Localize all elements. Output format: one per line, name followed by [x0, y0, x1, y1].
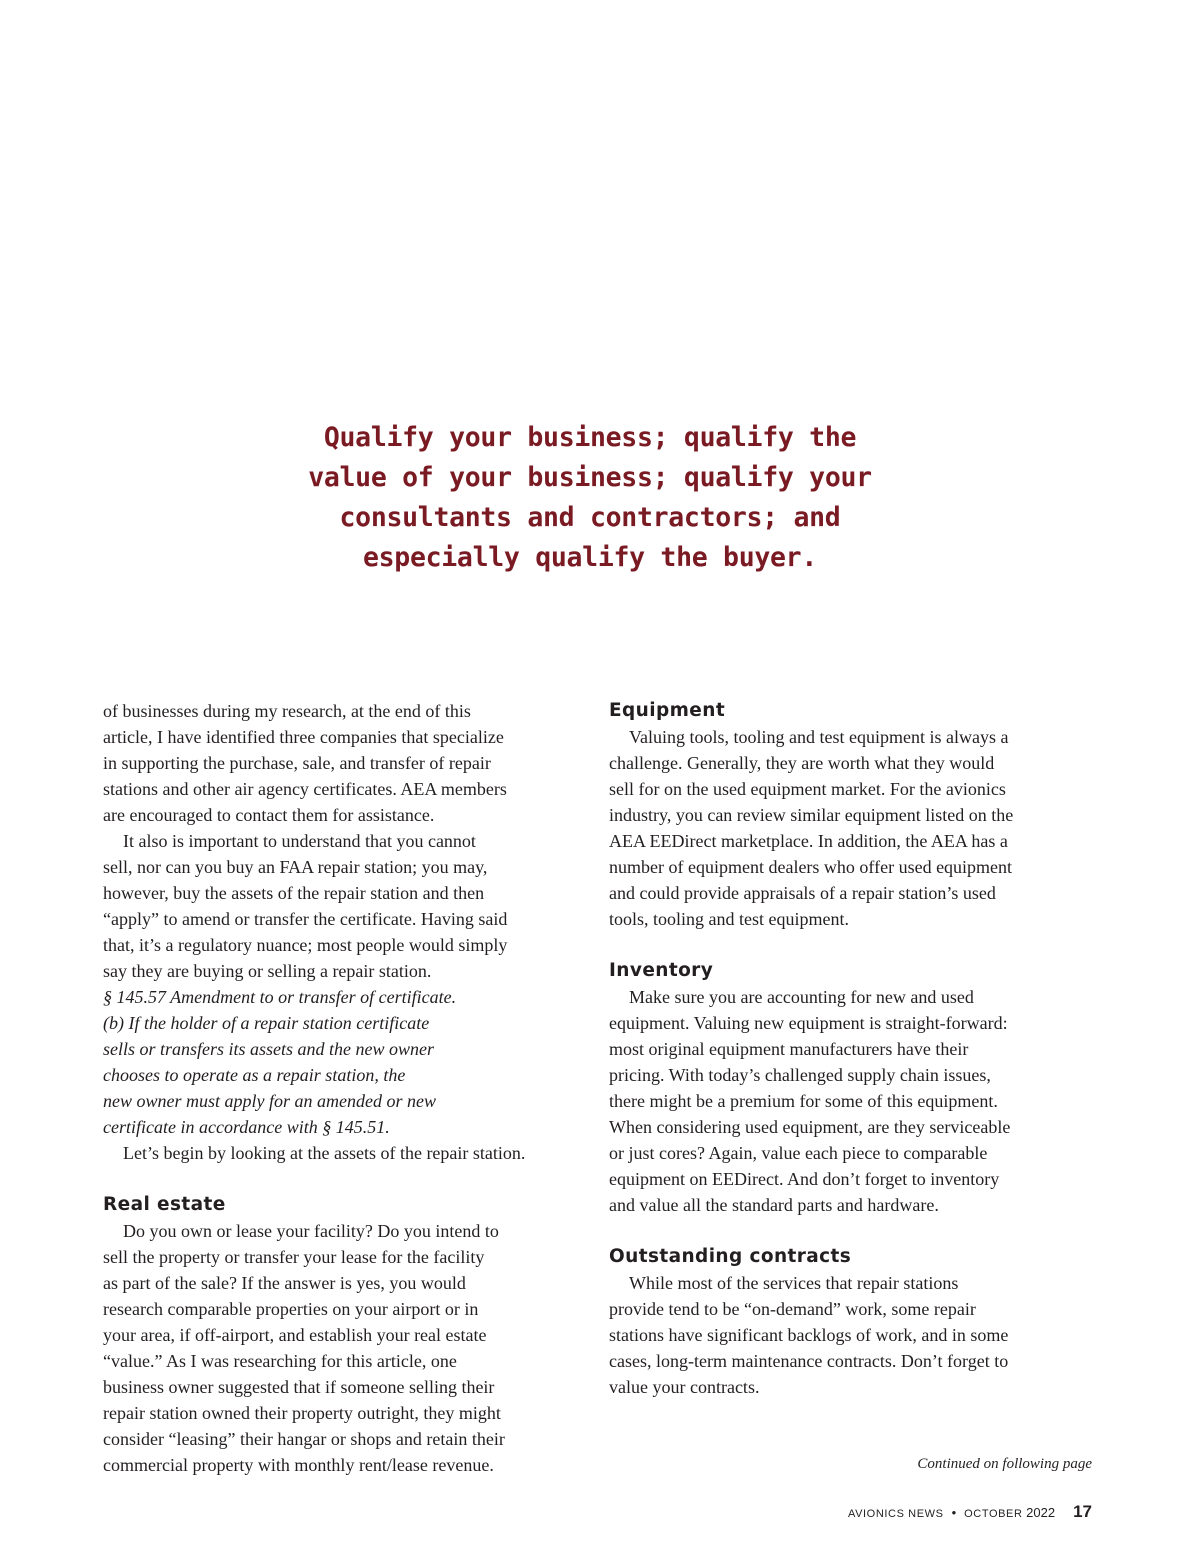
real-estate-heading: Real estate [103, 1194, 226, 1215]
continued-note: Continued on following page [917, 1456, 1092, 1472]
page-footer [848, 1502, 1092, 1522]
text-line: consider “leasing” their hangar or shops and retain their [103, 1429, 505, 1449]
footer-bullet: • [951, 1505, 957, 1520]
text-line: commercial property with monthly rent/lease revenue. [103, 1455, 494, 1475]
text-line: Make sure you are accounting for new and used [629, 987, 974, 1007]
equipment-heading: Equipment [609, 700, 726, 721]
text-line: While most of the services that repair stations [629, 1273, 959, 1293]
text-line: are encouraged to contact them for assistance. [103, 805, 435, 825]
text-line: that, it’s a regulatory nuance; most people would simply [103, 935, 508, 955]
text-line: “apply” to amend or transfer the certificate. Having said [103, 909, 508, 929]
quote-line: sells or transfers its assets and the new owner [103, 1039, 435, 1059]
text-line: challenge. Generally, they are worth what they would [609, 753, 995, 773]
text-line: tools, tooling and test equipment. [609, 909, 849, 929]
text-line: and value all the standard parts and hardware. [609, 1195, 939, 1215]
quote-line: certificate in accordance with § 145.51. [103, 1117, 390, 1137]
text-line: article, I have identified three companies that specialize [103, 727, 504, 747]
quote-line: (b) If the holder of a repair station certificate [103, 1013, 430, 1033]
intro-paragraph [103, 698, 581, 828]
text-line: and could provide appraisals of a repair station’s used [609, 883, 996, 903]
text-line: however, buy the assets of the repair station and then [103, 883, 485, 903]
text-line: pricing. With today’s challenged supply chain issues, [609, 1065, 991, 1085]
text-line: provide tend to be “on-demand” work, some repair [609, 1299, 976, 1319]
text-line: research comparable properties on your airport or in [103, 1299, 479, 1319]
text-line: of businesses during my research, at the end of this [103, 701, 471, 721]
outstanding-contracts-heading: Outstanding contracts [609, 1246, 852, 1267]
pull-quote-line: especially qualify the buyer. [363, 542, 817, 573]
text-line: value your contracts. [609, 1377, 760, 1397]
pull-quote-line: Qualify your business; qualify the [323, 422, 857, 453]
text-line: sell for on the used equipment market. For the avionics [609, 779, 1006, 799]
text-line: most original equipment manufacturers have their [609, 1039, 969, 1059]
quote-line: § 145.57 Amendment to or transfer of certificate. [103, 987, 457, 1007]
contracts-paragraph [609, 1270, 1093, 1400]
regulation-quote [103, 984, 581, 1140]
pull-quote-line: value of your business; qualify your [308, 462, 872, 493]
left-column [103, 698, 581, 1478]
quote-line: chooses to operate as a repair station, the [103, 1065, 406, 1085]
inventory-heading: Inventory [609, 960, 714, 981]
text-line: number of equipment dealers who offer used equipment [609, 857, 1013, 877]
text-line: equipment on EEDirect. And don’t forget to inventory [609, 1169, 1000, 1189]
assets-paragraph: Let’s begin by looking at the assets of the repair station. [123, 1143, 526, 1163]
pull-quote [300, 418, 880, 578]
certificate-paragraph [103, 828, 581, 984]
text-line: stations and other air agency certificates. AEA members [103, 779, 507, 799]
equipment-paragraph [609, 724, 1093, 932]
text-line: in supporting the purchase, sale, and transfer of repair [103, 753, 491, 773]
text-line: there might be a premium for some of this equipment. [609, 1091, 998, 1111]
text-line: “value.” As I was researching for this article, one [103, 1351, 457, 1371]
text-line: It also is important to understand that you cannot [123, 831, 476, 851]
text-line: cases, long-term maintenance contracts. Don’t forget to [609, 1351, 1009, 1371]
quote-line: new owner must apply for an amended or new [103, 1091, 436, 1111]
publication-name: AVIONICS NEWS [847, 1508, 944, 1520]
issue-month: OCTOBER [964, 1508, 1023, 1520]
real-estate-paragraph [103, 1218, 581, 1478]
text-line: sell the property or transfer your lease for the facility [103, 1247, 485, 1267]
inventory-paragraph [609, 984, 1093, 1218]
text-line: sell, nor can you buy an FAA repair station; you may, [103, 857, 488, 877]
text-line: stations have significant backlogs of work, and in some [609, 1325, 1009, 1345]
text-line: industry, you can review similar equipment listed on the [609, 805, 1014, 825]
text-line: say they are buying or selling a repair station. [103, 961, 432, 981]
pull-quote-line: consultants and contractors; and [339, 502, 841, 533]
text-line: When considering used equipment, are they serviceable [609, 1117, 1011, 1137]
text-line: repair station owned their property outright, they might [103, 1403, 501, 1423]
text-line: Valuing tools, tooling and test equipment is always a [629, 727, 1009, 747]
issue-year: 2022 [1026, 1505, 1056, 1520]
text-line: Do you own or lease your facility? Do you intend to [123, 1221, 499, 1241]
page-number: 17 [1073, 1502, 1092, 1521]
text-line: AEA EEDirect marketplace. In addition, the AEA has a [609, 831, 1008, 851]
right-column [609, 698, 1093, 1400]
text-line: your area, if off-airport, and establish your real estate [103, 1325, 487, 1345]
text-line: equipment. Valuing new equipment is straight-forward: [609, 1013, 1008, 1033]
text-line: business owner suggested that if someone selling their [103, 1377, 495, 1397]
text-line: as part of the sale? If the answer is yes, you would [103, 1273, 466, 1293]
text-line: or just cores? Again, value each piece to comparable [609, 1143, 988, 1163]
